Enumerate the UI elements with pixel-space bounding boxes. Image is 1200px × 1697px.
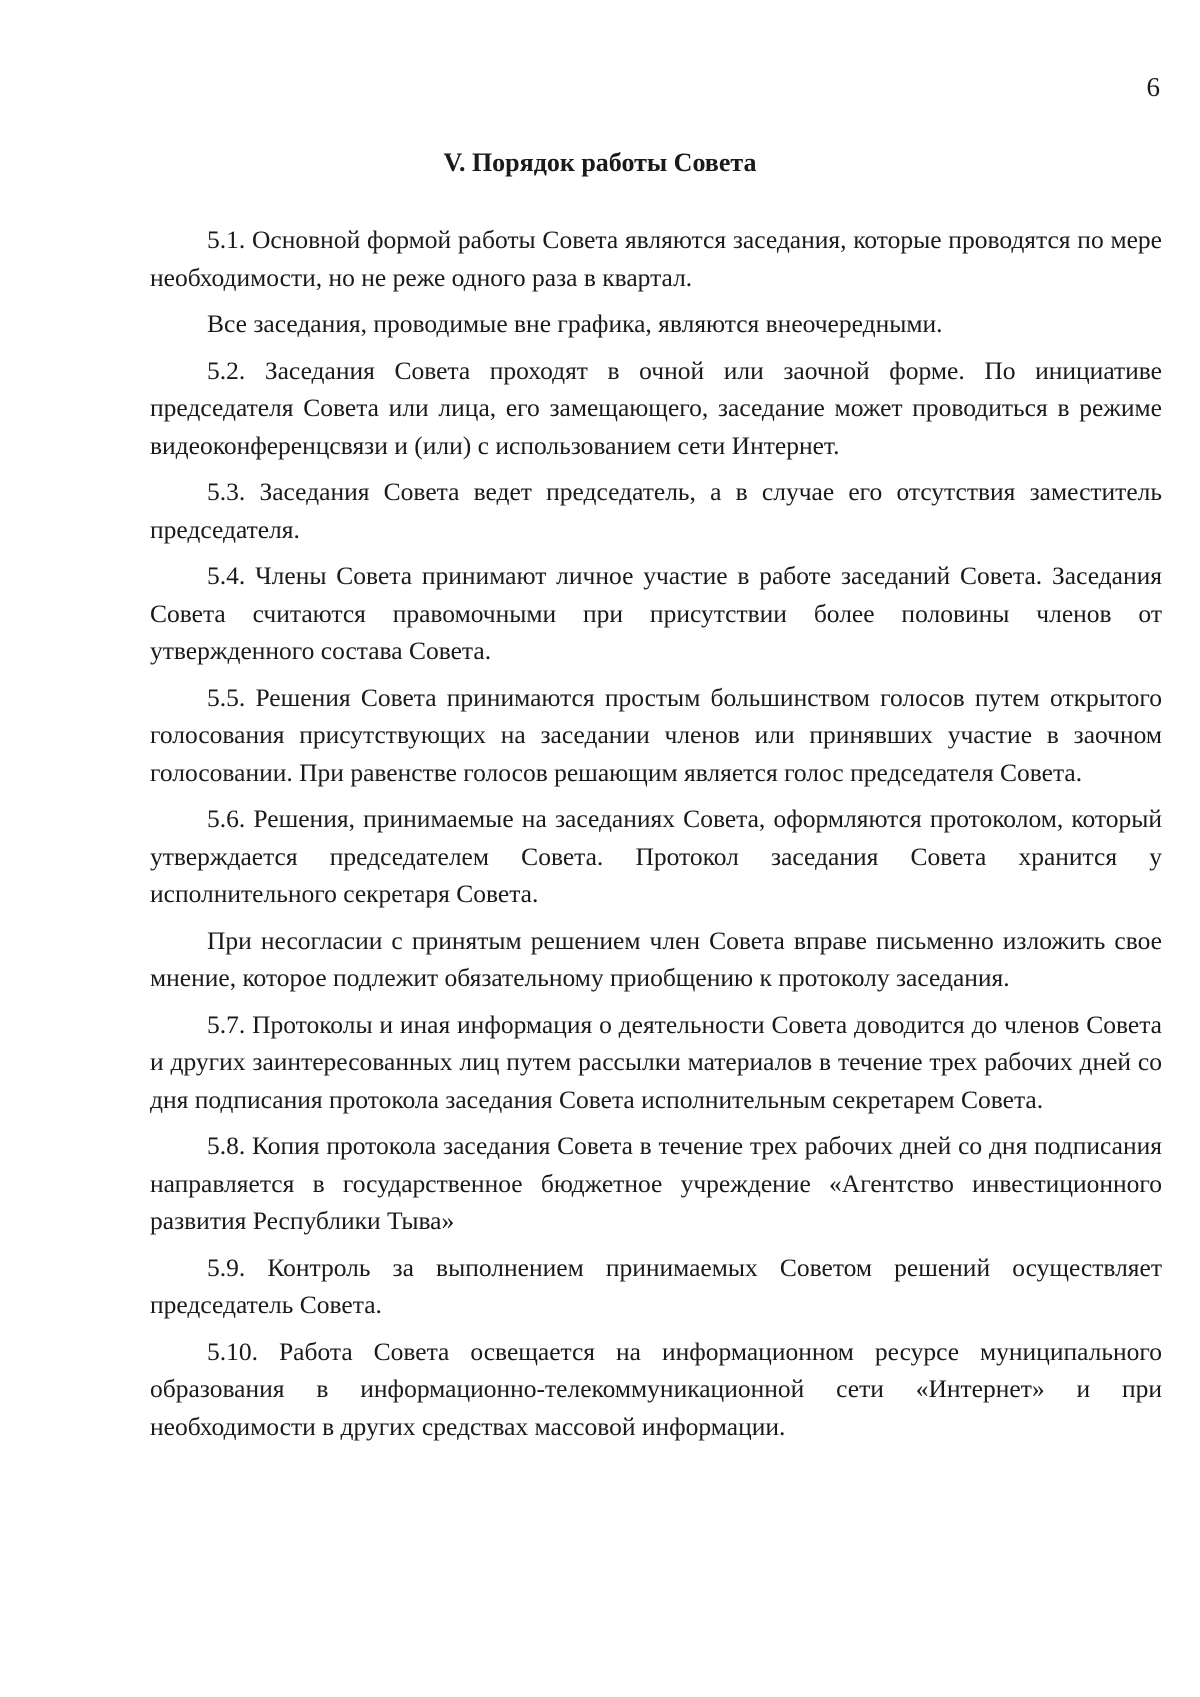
body-text <box>150 221 1162 1454</box>
page-number: 6 <box>1146 72 1160 102</box>
paragraph-5-7: 5.7. Протоколы и иная информация о деятельности Совета доводится до членов Совета и других заинтересованных лиц путем рассылки материалов в течение трех рабочих дней со дня подписания протокола заседания Совета исполнительным секретарем Совета. <box>150 1009 1162 1114</box>
paragraph-5-5: 5.5. Решения Совета принимаются простым большинством голосов путем открытого голосования присутствующих на заседании членов или принявших участие в заочном голосовании. При равенстве голосов решающим является голос председателя Совета. <box>150 682 1162 787</box>
paragraph-5-3: 5.3. Заседания Совета ведет председатель, а в случае его отсутствия заместитель председателя. <box>150 477 1162 544</box>
paragraph-extraordinary-meetings: Все заседания, проводимые вне графика, являются внеочередными. <box>207 309 943 338</box>
paragraph-5-2: 5.2. Заседания Совета проходят в очной или заочной форме. По инициативе председателя Совета или лица, его замещающего, заседание может проводиться в режиме видеоконференцсвязи и (или) с использованием сети Интернет. <box>150 355 1162 460</box>
paragraph-disagreement: При несогласии с принятым решением член Совета вправе письменно изложить свое мнение, которое подлежит обязательному приобщению к протоколу заседания. <box>150 925 1162 992</box>
paragraph-5-1: 5.1. Основной формой работы Совета являются заседания, которые проводятся по мере необходимости, но не реже одного раза в квартал. <box>150 225 1162 292</box>
paragraph-5-4: 5.4. Члены Совета принимают личное участие в работе заседаний Совета. Заседания Совета считаются правомочными при присутствии более половины членов от утвержденного состава Совета. <box>150 561 1162 665</box>
paragraph-5-6: 5.6. Решения, принимаемые на заседаниях Совета, оформляются протоколом, который утверждается председателем Совета. Протокол заседания Совета хранится у исполнительного секретаря Совета. <box>150 804 1162 908</box>
paragraph-5-9: 5.9. Контроль за выполнением принимаемых Советом решений осуществляет председатель Совета. <box>150 1252 1162 1319</box>
paragraph-5-8: 5.8. Копия протокола заседания Совета в течение трех рабочих дней со дня подписания направляется в государственное бюджетное учреждение «Агентство инвестиционного развития Республики Тыва» <box>150 1131 1162 1235</box>
section-title: V. Порядок работы Совета <box>443 148 757 177</box>
paragraph-5-10: 5.10. Работа Совета освещается на информационном ресурсе муниципального образования в информационно-телекоммуникационной сети «Интернет» и при необходимости в других средствах массовой информации. <box>150 1336 1162 1441</box>
